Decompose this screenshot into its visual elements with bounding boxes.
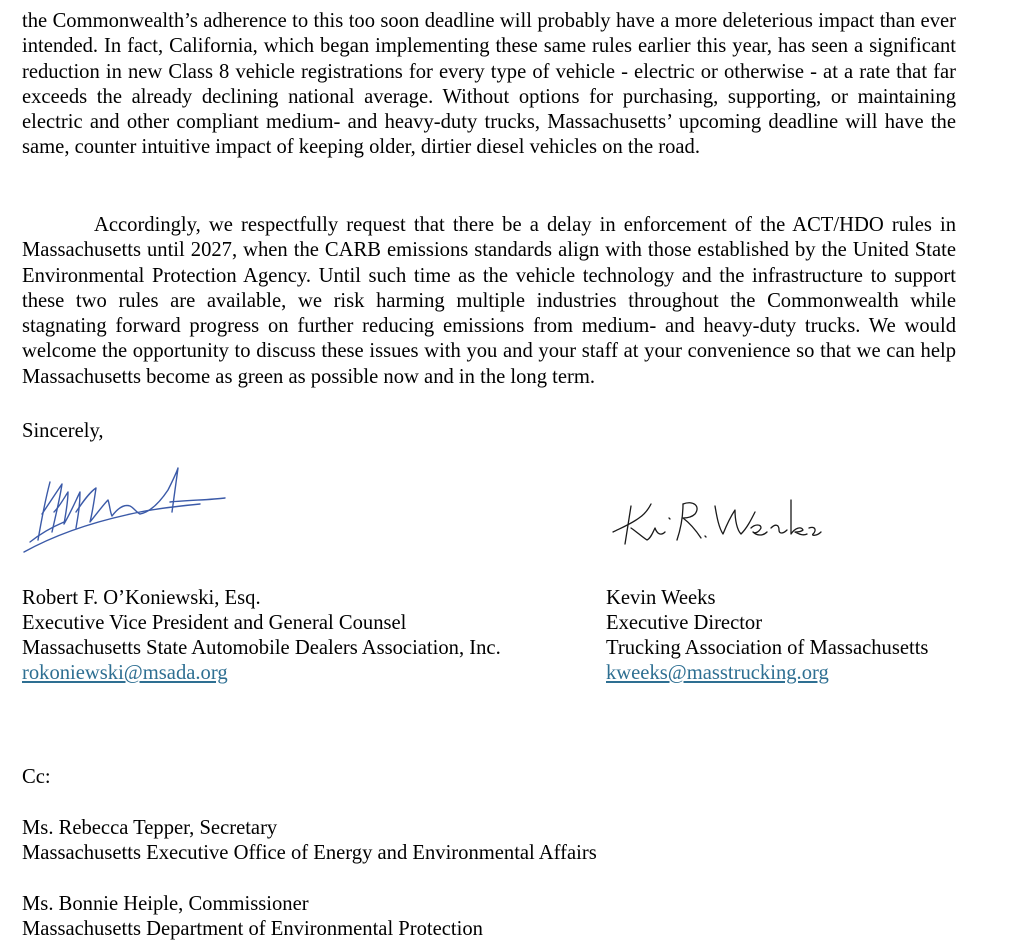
- cc-recipient-1-name: Ms. Rebecca Tepper, Secretary: [22, 817, 278, 839]
- signatory-left-email-link[interactable]: rokoniewski@msada.org: [22, 662, 228, 684]
- signatory-left-organization: Massachusetts State Automobile Dealers Association, Inc.: [22, 637, 501, 659]
- signatory-right-email-link[interactable]: kweeks@masstrucking.org: [606, 662, 829, 684]
- cc-recipient-2-organization: Massachusetts Department of Environmental Protection: [22, 918, 483, 940]
- signature-left-image: [20, 462, 230, 562]
- signatory-right-title: Executive Director: [606, 612, 763, 634]
- signatory-right-organization: Trucking Association of Massachusetts: [606, 637, 929, 659]
- signature-right-image: [605, 488, 825, 558]
- signatory-right-name: Kevin Weeks: [606, 587, 716, 609]
- body-paragraph-1: the Commonwealth’s adherence to this too soon deadline will probably have a more deleterious impact than ever intended. In fact, California, which began implementing these same rules earlier this year, has seen a significant reduction in new Class 8 vehicle registrations for every type of vehicle - electric or otherwise - at a rate that far exceeds the already declining national average. Without options for purchasing, supporting, or maintaining electric and other compliant medium- and heavy-duty trucks, Massachusetts’ upcoming deadline will have the same, counter intuitive impact of keeping older, dirtier diesel vehicles on the road.: [22, 10, 956, 159]
- cc-recipient-2-name: Ms. Bonnie Heiple, Commissioner: [22, 893, 309, 915]
- body-paragraph-2: Accordingly, we respectfully request that there be a delay in enforcement of the ACT/HDO rules in Massachusetts until 2027, when the CARB emissions standards align with those established by the United State Environmental Protection Agency. Until such time as the vehicle technology and the infrastructure to support these two rules are available, we risk harming multiple industries throughout the Commonwealth while stagnating forward progress on further reducing emissions from medium- and heavy-duty trucks. We would welcome the opportunity to discuss these issues with you and your staff at your convenience so that we can help Massachusetts become as green as possible now and in the long term.: [22, 214, 956, 388]
- closing: Sincerely,: [22, 420, 104, 442]
- cc-recipient-1-organization: Massachusetts Executive Office of Energy and Environmental Affairs: [22, 842, 597, 864]
- cc-label: Cc:: [22, 766, 51, 788]
- signatory-left-name: Robert F. O’Koniewski, Esq.: [22, 587, 261, 609]
- signatory-left-title: Executive Vice President and General Counsel: [22, 612, 407, 634]
